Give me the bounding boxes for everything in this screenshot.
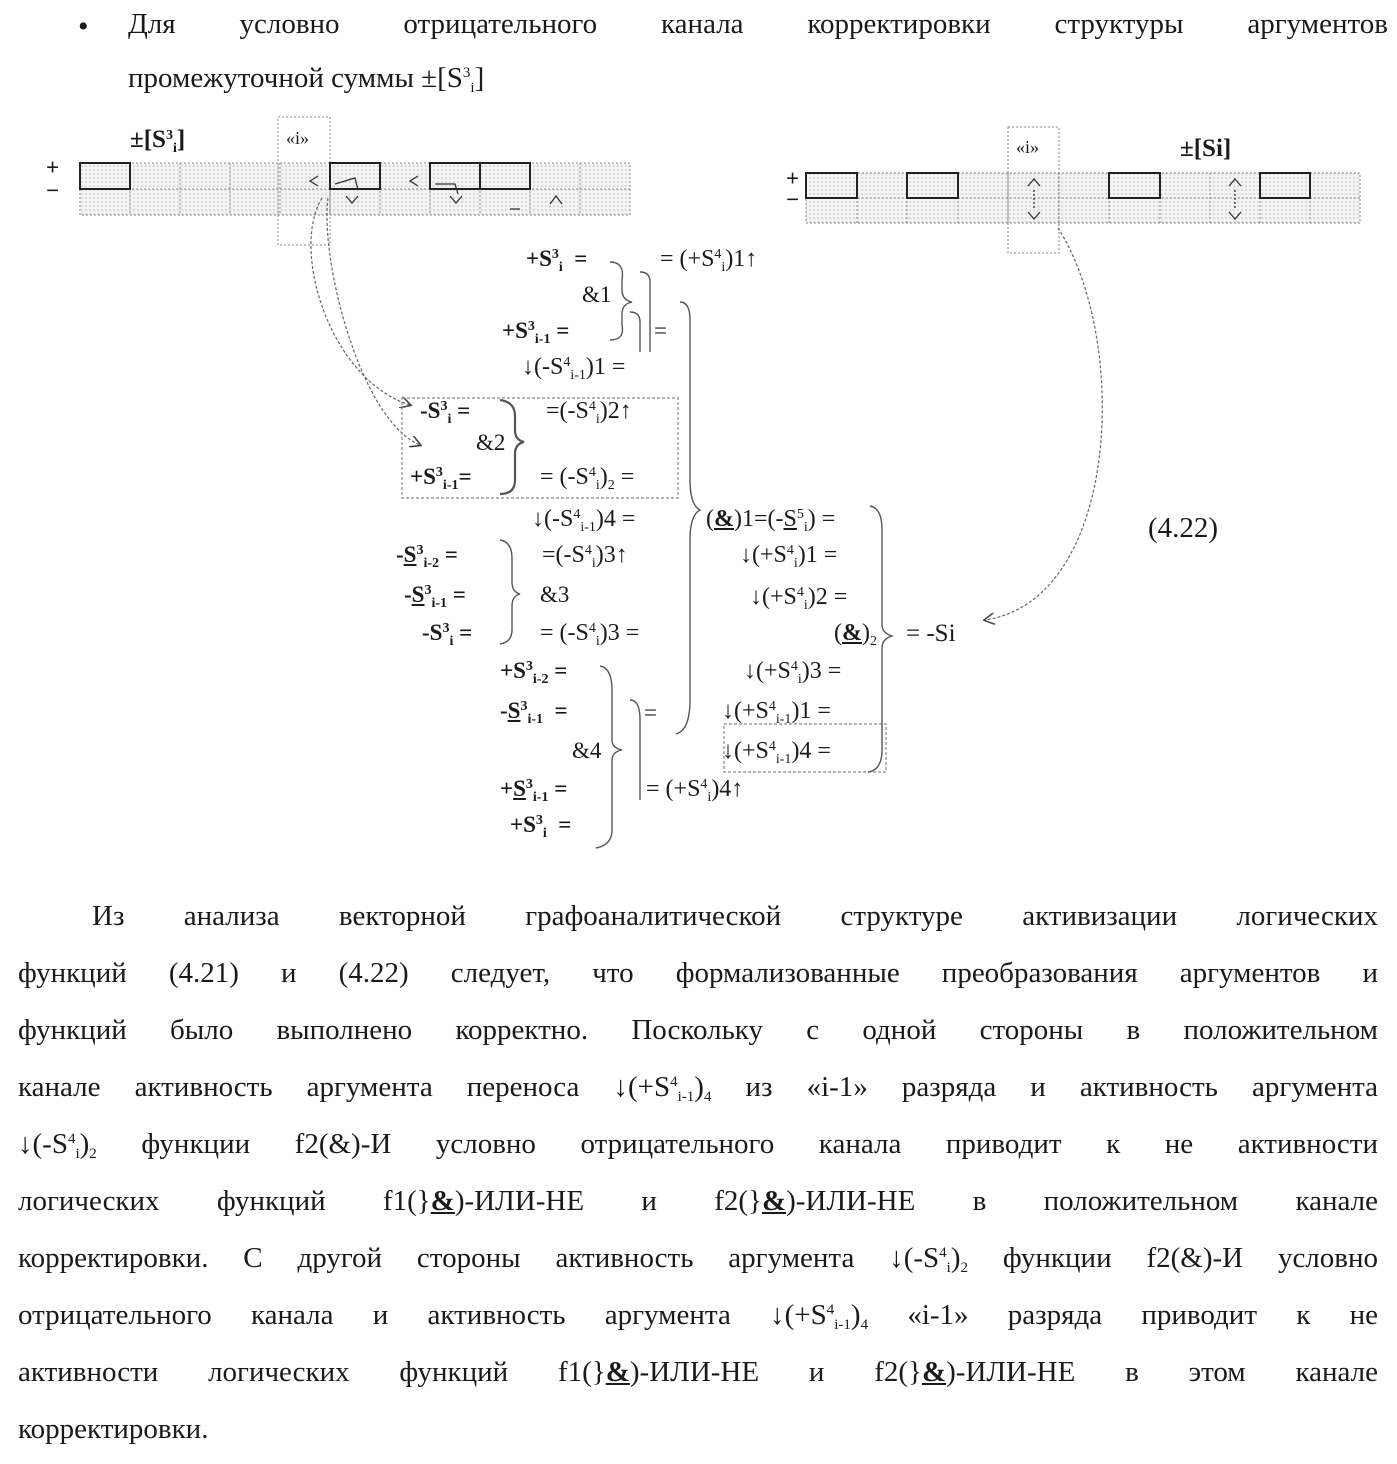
paragraph-line-8: отрицательного канала и активность аргумента ↓(+S4i-1)4 «i-1» разряда приводит к не (18, 1299, 1378, 1332)
paragraph-line-3: функций было выполнено корректно. Поскольку с одной стороны в положительном (18, 1014, 1378, 1047)
paragraph-line-10: корректировки. (18, 1413, 1378, 1446)
paragraph-line-9: активности логических функций f1(}&)-ИЛИ-НЕ и f2(}&)-ИЛИ-НЕ в этом канале (18, 1356, 1378, 1389)
paragraph-line-5: ↓(-S4i)2 функции f2(&)-И условно отрицательного канала приводит к не активности (18, 1128, 1378, 1161)
left-register-label: ±[S3i] (130, 126, 185, 154)
intro-line-2: промежуточной суммы ±[S3i] (128, 62, 484, 95)
digit-marker-right: «i» (1016, 137, 1039, 158)
paragraph-line-6: логических функций f1(}&)-ИЛИ-НЕ и f2(}&)-ИЛИ-НЕ в положительном канале (18, 1185, 1378, 1218)
digit-marker-left: «i» (286, 128, 309, 149)
equation-number: (4.22) (1148, 512, 1218, 545)
result-label: = -Si (906, 620, 956, 648)
intro-line-1: Для условно отрицательного канала корректировки структуры аргументов (128, 8, 1388, 41)
left-plus-sign: + (46, 155, 59, 181)
paragraph-line-2: функций (4.21) и (4.22) следует, что формализованные преобразования аргументов и (18, 957, 1378, 990)
right-register-label: ±[Si] (1180, 135, 1231, 163)
register-diagram (0, 0, 1397, 880)
paragraph-line-1: Из анализа векторной графоаналитической структуре активизации логических (18, 900, 1378, 933)
right-minus-sign: − (786, 187, 799, 213)
right-plus-sign: + (786, 166, 799, 192)
left-minus-sign: − (46, 178, 59, 204)
bullet: • (78, 10, 89, 44)
paragraph-line-4: канале активность аргумента переноса ↓(+S4i-1)4 из «i-1» разряда и активность аргумента (18, 1071, 1378, 1104)
paragraph-line-7: корректировки. С другой стороны активность аргумента ↓(-S4i)2 функции f2(&)-И условно (18, 1242, 1378, 1275)
